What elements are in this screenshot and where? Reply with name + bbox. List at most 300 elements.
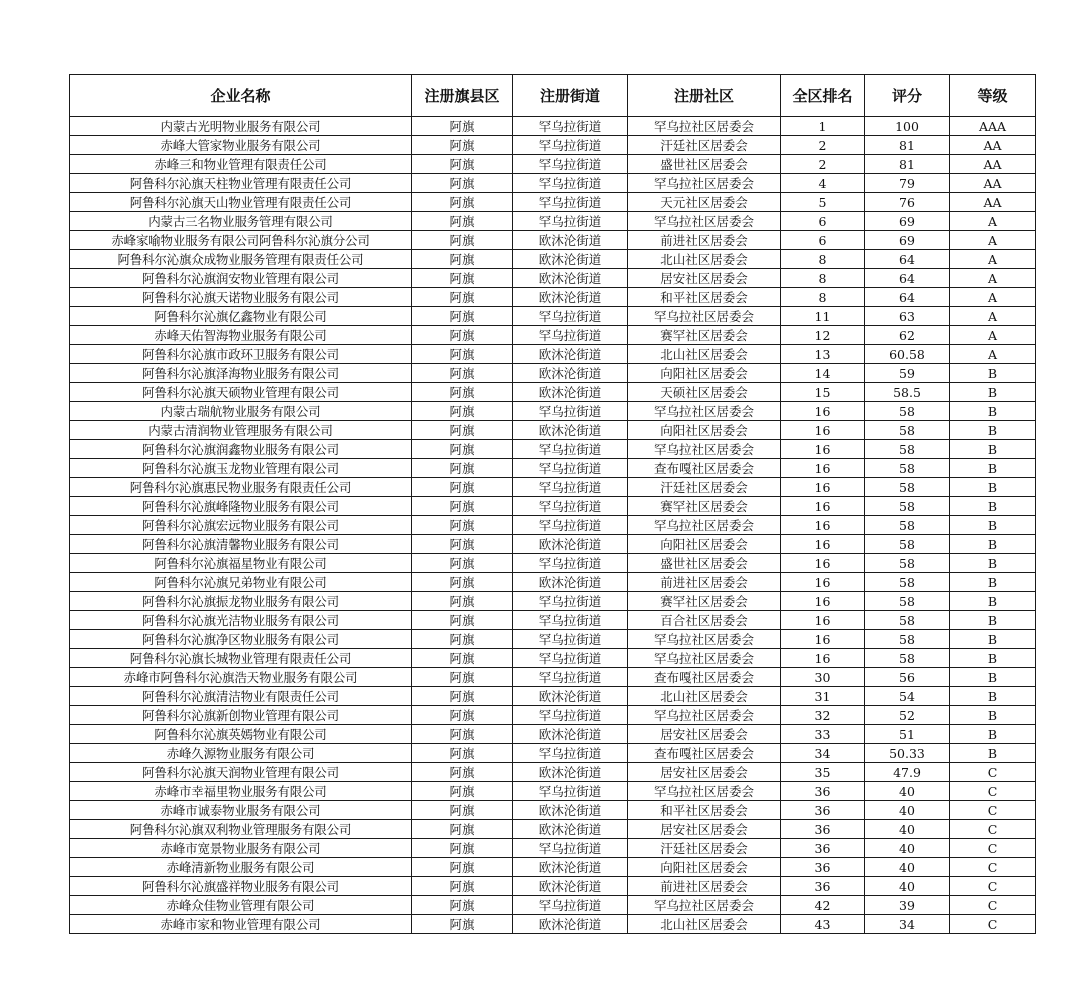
header-grade: 等级	[950, 75, 1036, 117]
company-name-cell: 阿鲁科尔沁旗清馨物业服务有限公司	[70, 535, 412, 554]
community-cell: 北山社区居委会	[628, 915, 781, 934]
district-cell: 阿旗	[412, 877, 513, 896]
property-company-rating-table	[69, 74, 1036, 934]
grade-cell: C	[950, 820, 1036, 839]
street-cell: 罕乌拉街道	[513, 611, 628, 630]
street-cell: 罕乌拉街道	[513, 174, 628, 193]
table-row	[70, 402, 1036, 421]
street-cell: 罕乌拉街道	[513, 896, 628, 915]
score-cell: 40	[865, 820, 950, 839]
street-cell: 罕乌拉街道	[513, 668, 628, 687]
rank-cell: 15	[781, 383, 865, 402]
score-cell: 79	[865, 174, 950, 193]
rank-cell: 5	[781, 193, 865, 212]
street-cell: 欧沐沦街道	[513, 687, 628, 706]
grade-cell: A	[950, 326, 1036, 345]
header-score: 评分	[865, 75, 950, 117]
community-cell: 查布嘎社区居委会	[628, 459, 781, 478]
rank-cell: 16	[781, 611, 865, 630]
street-cell: 欧沐沦街道	[513, 877, 628, 896]
street-cell: 欧沐沦街道	[513, 231, 628, 250]
company-name-cell: 赤峰市家和物业管理有限公司	[70, 915, 412, 934]
community-cell: 和平社区居委会	[628, 288, 781, 307]
grade-cell: C	[950, 858, 1036, 877]
score-cell: 39	[865, 896, 950, 915]
rank-cell: 30	[781, 668, 865, 687]
score-cell: 60.58	[865, 345, 950, 364]
rank-cell: 16	[781, 421, 865, 440]
street-cell: 欧沐沦街道	[513, 383, 628, 402]
table-row	[70, 706, 1036, 725]
company-name-cell: 阿鲁科尔沁旗众成物业服务管理有限责任公司	[70, 250, 412, 269]
grade-cell: B	[950, 478, 1036, 497]
rank-cell: 16	[781, 554, 865, 573]
district-cell: 阿旗	[412, 706, 513, 725]
street-cell: 罕乌拉街道	[513, 307, 628, 326]
community-cell: 罕乌拉社区居委会	[628, 516, 781, 535]
table-row	[70, 630, 1036, 649]
score-cell: 54	[865, 687, 950, 706]
grade-cell: B	[950, 535, 1036, 554]
district-cell: 阿旗	[412, 573, 513, 592]
table-row	[70, 478, 1036, 497]
company-name-cell: 内蒙古瑞航物业服务有限公司	[70, 402, 412, 421]
company-name-cell: 赤峰众佳物业管理有限公司	[70, 896, 412, 915]
rank-cell: 16	[781, 649, 865, 668]
rank-cell: 11	[781, 307, 865, 326]
company-name-cell: 阿鲁科尔沁旗润鑫物业服务有限公司	[70, 440, 412, 459]
district-cell: 阿旗	[412, 516, 513, 535]
score-cell: 40	[865, 782, 950, 801]
grade-cell: AA	[950, 193, 1036, 212]
district-cell: 阿旗	[412, 915, 513, 934]
district-cell: 阿旗	[412, 896, 513, 915]
rank-cell: 4	[781, 174, 865, 193]
table-row	[70, 231, 1036, 250]
company-name-cell: 阿鲁科尔沁旗宏远物业服务有限公司	[70, 516, 412, 535]
community-cell: 前进社区居委会	[628, 231, 781, 250]
community-cell: 罕乌拉社区居委会	[628, 782, 781, 801]
district-cell: 阿旗	[412, 744, 513, 763]
score-cell: 62	[865, 326, 950, 345]
street-cell: 欧沐沦街道	[513, 269, 628, 288]
rank-cell: 8	[781, 269, 865, 288]
grade-cell: B	[950, 630, 1036, 649]
score-cell: 58	[865, 573, 950, 592]
rank-cell: 16	[781, 592, 865, 611]
company-name-cell: 赤峰市幸福里物业服务有限公司	[70, 782, 412, 801]
street-cell: 欧沐沦街道	[513, 345, 628, 364]
street-cell: 罕乌拉街道	[513, 782, 628, 801]
district-cell: 阿旗	[412, 288, 513, 307]
rank-cell: 1	[781, 117, 865, 136]
grade-cell: A	[950, 212, 1036, 231]
table-row	[70, 763, 1036, 782]
company-name-cell: 阿鲁科尔沁旗玉龙物业管理有限公司	[70, 459, 412, 478]
community-cell: 居安社区居委会	[628, 725, 781, 744]
street-cell: 罕乌拉街道	[513, 212, 628, 231]
community-cell: 前进社区居委会	[628, 573, 781, 592]
rank-cell: 12	[781, 326, 865, 345]
grade-cell: A	[950, 307, 1036, 326]
table-row	[70, 326, 1036, 345]
table-row	[70, 459, 1036, 478]
street-cell: 欧沐沦街道	[513, 288, 628, 307]
rank-cell: 36	[781, 782, 865, 801]
rank-cell: 35	[781, 763, 865, 782]
community-cell: 向阳社区居委会	[628, 421, 781, 440]
company-name-cell: 阿鲁科尔沁旗泽海物业服务有限公司	[70, 364, 412, 383]
company-name-cell: 阿鲁科尔沁旗新创物业管理有限公司	[70, 706, 412, 725]
score-cell: 47.9	[865, 763, 950, 782]
grade-cell: A	[950, 288, 1036, 307]
grade-cell: B	[950, 725, 1036, 744]
company-name-cell: 内蒙古三名物业服务管理有限公司	[70, 212, 412, 231]
table-row	[70, 136, 1036, 155]
district-cell: 阿旗	[412, 801, 513, 820]
company-name-cell: 阿鲁科尔沁旗惠民物业服务有限责任公司	[70, 478, 412, 497]
rank-cell: 16	[781, 402, 865, 421]
score-cell: 69	[865, 231, 950, 250]
grade-cell: B	[950, 649, 1036, 668]
street-cell: 罕乌拉街道	[513, 839, 628, 858]
community-cell: 罕乌拉社区居委会	[628, 440, 781, 459]
grade-cell: B	[950, 497, 1036, 516]
company-name-cell: 阿鲁科尔沁旗盛祥物业服务有限公司	[70, 877, 412, 896]
rank-cell: 32	[781, 706, 865, 725]
district-cell: 阿旗	[412, 155, 513, 174]
district-cell: 阿旗	[412, 440, 513, 459]
rank-cell: 43	[781, 915, 865, 934]
company-name-cell: 赤峰市宽景物业服务有限公司	[70, 839, 412, 858]
rank-cell: 16	[781, 478, 865, 497]
score-cell: 81	[865, 155, 950, 174]
community-cell: 前进社区居委会	[628, 877, 781, 896]
grade-cell: AA	[950, 136, 1036, 155]
company-name-cell: 阿鲁科尔沁旗福星物业有限公司	[70, 554, 412, 573]
district-cell: 阿旗	[412, 611, 513, 630]
district-cell: 阿旗	[412, 364, 513, 383]
community-cell: 和平社区居委会	[628, 801, 781, 820]
grade-cell: C	[950, 896, 1036, 915]
rank-cell: 16	[781, 535, 865, 554]
community-cell: 向阳社区居委会	[628, 858, 781, 877]
score-cell: 58.5	[865, 383, 950, 402]
street-cell: 罕乌拉街道	[513, 117, 628, 136]
community-cell: 居安社区居委会	[628, 820, 781, 839]
grade-cell: C	[950, 877, 1036, 896]
district-cell: 阿旗	[412, 231, 513, 250]
company-name-cell: 内蒙古清润物业管理服务有限公司	[70, 421, 412, 440]
grade-cell: B	[950, 706, 1036, 725]
score-cell: 59	[865, 364, 950, 383]
table-row	[70, 573, 1036, 592]
rank-cell: 31	[781, 687, 865, 706]
table-row	[70, 668, 1036, 687]
table-row	[70, 687, 1036, 706]
community-cell: 赛罕社区居委会	[628, 326, 781, 345]
header-rank: 全区排名	[781, 75, 865, 117]
company-name-cell: 赤峰市阿鲁科尔沁旗浩天物业服务有限公司	[70, 668, 412, 687]
street-cell: 欧沐沦街道	[513, 573, 628, 592]
street-cell: 欧沐沦街道	[513, 725, 628, 744]
district-cell: 阿旗	[412, 630, 513, 649]
table-row	[70, 345, 1036, 364]
street-cell: 罕乌拉街道	[513, 440, 628, 459]
grade-cell: B	[950, 440, 1036, 459]
header-community: 注册社区	[628, 75, 781, 117]
community-cell: 赛罕社区居委会	[628, 497, 781, 516]
table-row	[70, 858, 1036, 877]
community-cell: 向阳社区居委会	[628, 364, 781, 383]
table-row	[70, 896, 1036, 915]
community-cell: 盛世社区居委会	[628, 155, 781, 174]
grade-cell: B	[950, 459, 1036, 478]
community-cell: 北山社区居委会	[628, 345, 781, 364]
rank-cell: 6	[781, 231, 865, 250]
district-cell: 阿旗	[412, 269, 513, 288]
score-cell: 69	[865, 212, 950, 231]
company-name-cell: 阿鲁科尔沁旗长城物业管理有限责任公司	[70, 649, 412, 668]
score-cell: 52	[865, 706, 950, 725]
street-cell: 罕乌拉街道	[513, 193, 628, 212]
grade-cell: B	[950, 687, 1036, 706]
rank-cell: 2	[781, 136, 865, 155]
street-cell: 罕乌拉街道	[513, 459, 628, 478]
score-cell: 58	[865, 535, 950, 554]
community-cell: 罕乌拉社区居委会	[628, 174, 781, 193]
street-cell: 欧沐沦街道	[513, 250, 628, 269]
score-cell: 58	[865, 516, 950, 535]
table-row	[70, 915, 1036, 934]
table-row	[70, 117, 1036, 136]
community-cell: 查布嘎社区居委会	[628, 668, 781, 687]
table-row	[70, 649, 1036, 668]
table-row	[70, 725, 1036, 744]
community-cell: 居安社区居委会	[628, 269, 781, 288]
table-row	[70, 535, 1036, 554]
street-cell: 罕乌拉街道	[513, 136, 628, 155]
rank-cell: 36	[781, 877, 865, 896]
score-cell: 34	[865, 915, 950, 934]
community-cell: 罕乌拉社区居委会	[628, 212, 781, 231]
district-cell: 阿旗	[412, 117, 513, 136]
rank-cell: 8	[781, 288, 865, 307]
grade-cell: C	[950, 839, 1036, 858]
company-name-cell: 赤峰市诚泰物业服务有限公司	[70, 801, 412, 820]
company-name-cell: 赤峰清新物业服务有限公司	[70, 858, 412, 877]
street-cell: 罕乌拉街道	[513, 402, 628, 421]
community-cell: 北山社区居委会	[628, 687, 781, 706]
street-cell: 欧沐沦街道	[513, 858, 628, 877]
grade-cell: C	[950, 763, 1036, 782]
score-cell: 64	[865, 269, 950, 288]
community-cell: 北山社区居委会	[628, 250, 781, 269]
score-cell: 58	[865, 630, 950, 649]
rank-cell: 36	[781, 858, 865, 877]
street-cell: 欧沐沦街道	[513, 364, 628, 383]
community-cell: 百合社区居委会	[628, 611, 781, 630]
rank-cell: 16	[781, 516, 865, 535]
street-cell: 欧沐沦街道	[513, 820, 628, 839]
company-name-cell: 赤峰家喻物业服务有限公司阿鲁科尔沁旗分公司	[70, 231, 412, 250]
grade-cell: C	[950, 801, 1036, 820]
company-name-cell: 阿鲁科尔沁旗兄弟物业有限公司	[70, 573, 412, 592]
district-cell: 阿旗	[412, 459, 513, 478]
table-row	[70, 307, 1036, 326]
company-name-cell: 阿鲁科尔沁旗光洁物业服务有限公司	[70, 611, 412, 630]
district-cell: 阿旗	[412, 307, 513, 326]
company-name-cell: 赤峰天佑智海物业服务有限公司	[70, 326, 412, 345]
grade-cell: C	[950, 915, 1036, 934]
table-body	[70, 117, 1036, 934]
score-cell: 51	[865, 725, 950, 744]
district-cell: 阿旗	[412, 345, 513, 364]
table-row	[70, 269, 1036, 288]
rank-cell: 13	[781, 345, 865, 364]
company-name-cell: 阿鲁科尔沁旗润安物业管理有限公司	[70, 269, 412, 288]
score-cell: 40	[865, 801, 950, 820]
district-cell: 阿旗	[412, 820, 513, 839]
table-row	[70, 212, 1036, 231]
company-name-cell: 阿鲁科尔沁旗振龙物业服务有限公司	[70, 592, 412, 611]
district-cell: 阿旗	[412, 782, 513, 801]
district-cell: 阿旗	[412, 478, 513, 497]
table-row	[70, 421, 1036, 440]
grade-cell: B	[950, 611, 1036, 630]
score-cell: 58	[865, 402, 950, 421]
score-cell: 58	[865, 497, 950, 516]
rank-cell: 6	[781, 212, 865, 231]
table-row	[70, 155, 1036, 174]
community-cell: 汗廷社区居委会	[628, 136, 781, 155]
grade-cell: AAA	[950, 117, 1036, 136]
district-cell: 阿旗	[412, 687, 513, 706]
score-cell: 40	[865, 839, 950, 858]
street-cell: 罕乌拉街道	[513, 630, 628, 649]
community-cell: 盛世社区居委会	[628, 554, 781, 573]
company-name-cell: 阿鲁科尔沁旗天润物业管理有限公司	[70, 763, 412, 782]
grade-cell: AA	[950, 155, 1036, 174]
header-street: 注册街道	[513, 75, 628, 117]
street-cell: 欧沐沦街道	[513, 801, 628, 820]
score-cell: 40	[865, 877, 950, 896]
table-row	[70, 383, 1036, 402]
table-row	[70, 440, 1036, 459]
rank-cell: 8	[781, 250, 865, 269]
table-row	[70, 820, 1036, 839]
district-cell: 阿旗	[412, 763, 513, 782]
company-name-cell: 阿鲁科尔沁旗双利物业管理服务有限公司	[70, 820, 412, 839]
district-cell: 阿旗	[412, 668, 513, 687]
rank-cell: 16	[781, 440, 865, 459]
district-cell: 阿旗	[412, 839, 513, 858]
community-cell: 罕乌拉社区居委会	[628, 896, 781, 915]
score-cell: 50.33	[865, 744, 950, 763]
table-row	[70, 592, 1036, 611]
community-cell: 罕乌拉社区居委会	[628, 706, 781, 725]
company-name-cell: 阿鲁科尔沁旗天柱物业管理有限责任公司	[70, 174, 412, 193]
grade-cell: B	[950, 516, 1036, 535]
grade-cell: C	[950, 782, 1036, 801]
table-row	[70, 554, 1036, 573]
street-cell: 罕乌拉街道	[513, 649, 628, 668]
table-row	[70, 744, 1036, 763]
grade-cell: B	[950, 421, 1036, 440]
street-cell: 罕乌拉街道	[513, 592, 628, 611]
score-cell: 100	[865, 117, 950, 136]
district-cell: 阿旗	[412, 212, 513, 231]
grade-cell: A	[950, 269, 1036, 288]
district-cell: 阿旗	[412, 383, 513, 402]
district-cell: 阿旗	[412, 250, 513, 269]
district-cell: 阿旗	[412, 402, 513, 421]
grade-cell: B	[950, 364, 1036, 383]
rank-cell: 16	[781, 630, 865, 649]
district-cell: 阿旗	[412, 649, 513, 668]
grade-cell: B	[950, 744, 1036, 763]
street-cell: 罕乌拉街道	[513, 497, 628, 516]
company-name-cell: 阿鲁科尔沁旗天诺物业服务有限公司	[70, 288, 412, 307]
table-row	[70, 364, 1036, 383]
grade-cell: B	[950, 402, 1036, 421]
company-name-cell: 内蒙古光明物业服务有限公司	[70, 117, 412, 136]
rating-sheet	[69, 74, 1035, 934]
rank-cell: 14	[781, 364, 865, 383]
grade-cell: A	[950, 231, 1036, 250]
district-cell: 阿旗	[412, 193, 513, 212]
table-row	[70, 839, 1036, 858]
street-cell: 罕乌拉街道	[513, 155, 628, 174]
company-name-cell: 阿鲁科尔沁旗清洁物业有限责任公司	[70, 687, 412, 706]
company-name-cell: 赤峰久源物业服务有限公司	[70, 744, 412, 763]
district-cell: 阿旗	[412, 497, 513, 516]
company-name-cell: 赤峰大管家物业服务有限公司	[70, 136, 412, 155]
street-cell: 欧沐沦街道	[513, 763, 628, 782]
score-cell: 40	[865, 858, 950, 877]
company-name-cell: 阿鲁科尔沁旗英嫣物业有限公司	[70, 725, 412, 744]
community-cell: 罕乌拉社区居委会	[628, 630, 781, 649]
table-row	[70, 174, 1036, 193]
district-cell: 阿旗	[412, 554, 513, 573]
community-cell: 居安社区居委会	[628, 763, 781, 782]
score-cell: 58	[865, 611, 950, 630]
table-row	[70, 611, 1036, 630]
table-row	[70, 782, 1036, 801]
district-cell: 阿旗	[412, 421, 513, 440]
score-cell: 81	[865, 136, 950, 155]
score-cell: 58	[865, 459, 950, 478]
community-cell: 汗廷社区居委会	[628, 839, 781, 858]
community-cell: 天硕社区居委会	[628, 383, 781, 402]
grade-cell: A	[950, 345, 1036, 364]
street-cell: 罕乌拉街道	[513, 554, 628, 573]
table-header-row	[70, 75, 1036, 117]
community-cell: 汗廷社区居委会	[628, 478, 781, 497]
rank-cell: 42	[781, 896, 865, 915]
score-cell: 63	[865, 307, 950, 326]
street-cell: 罕乌拉街道	[513, 744, 628, 763]
score-cell: 56	[865, 668, 950, 687]
street-cell: 罕乌拉街道	[513, 706, 628, 725]
rank-cell: 16	[781, 459, 865, 478]
community-cell: 罕乌拉社区居委会	[628, 402, 781, 421]
company-name-cell: 阿鲁科尔沁旗峰隆物业服务有限公司	[70, 497, 412, 516]
grade-cell: B	[950, 592, 1036, 611]
score-cell: 58	[865, 649, 950, 668]
community-cell: 查布嘎社区居委会	[628, 744, 781, 763]
score-cell: 58	[865, 592, 950, 611]
